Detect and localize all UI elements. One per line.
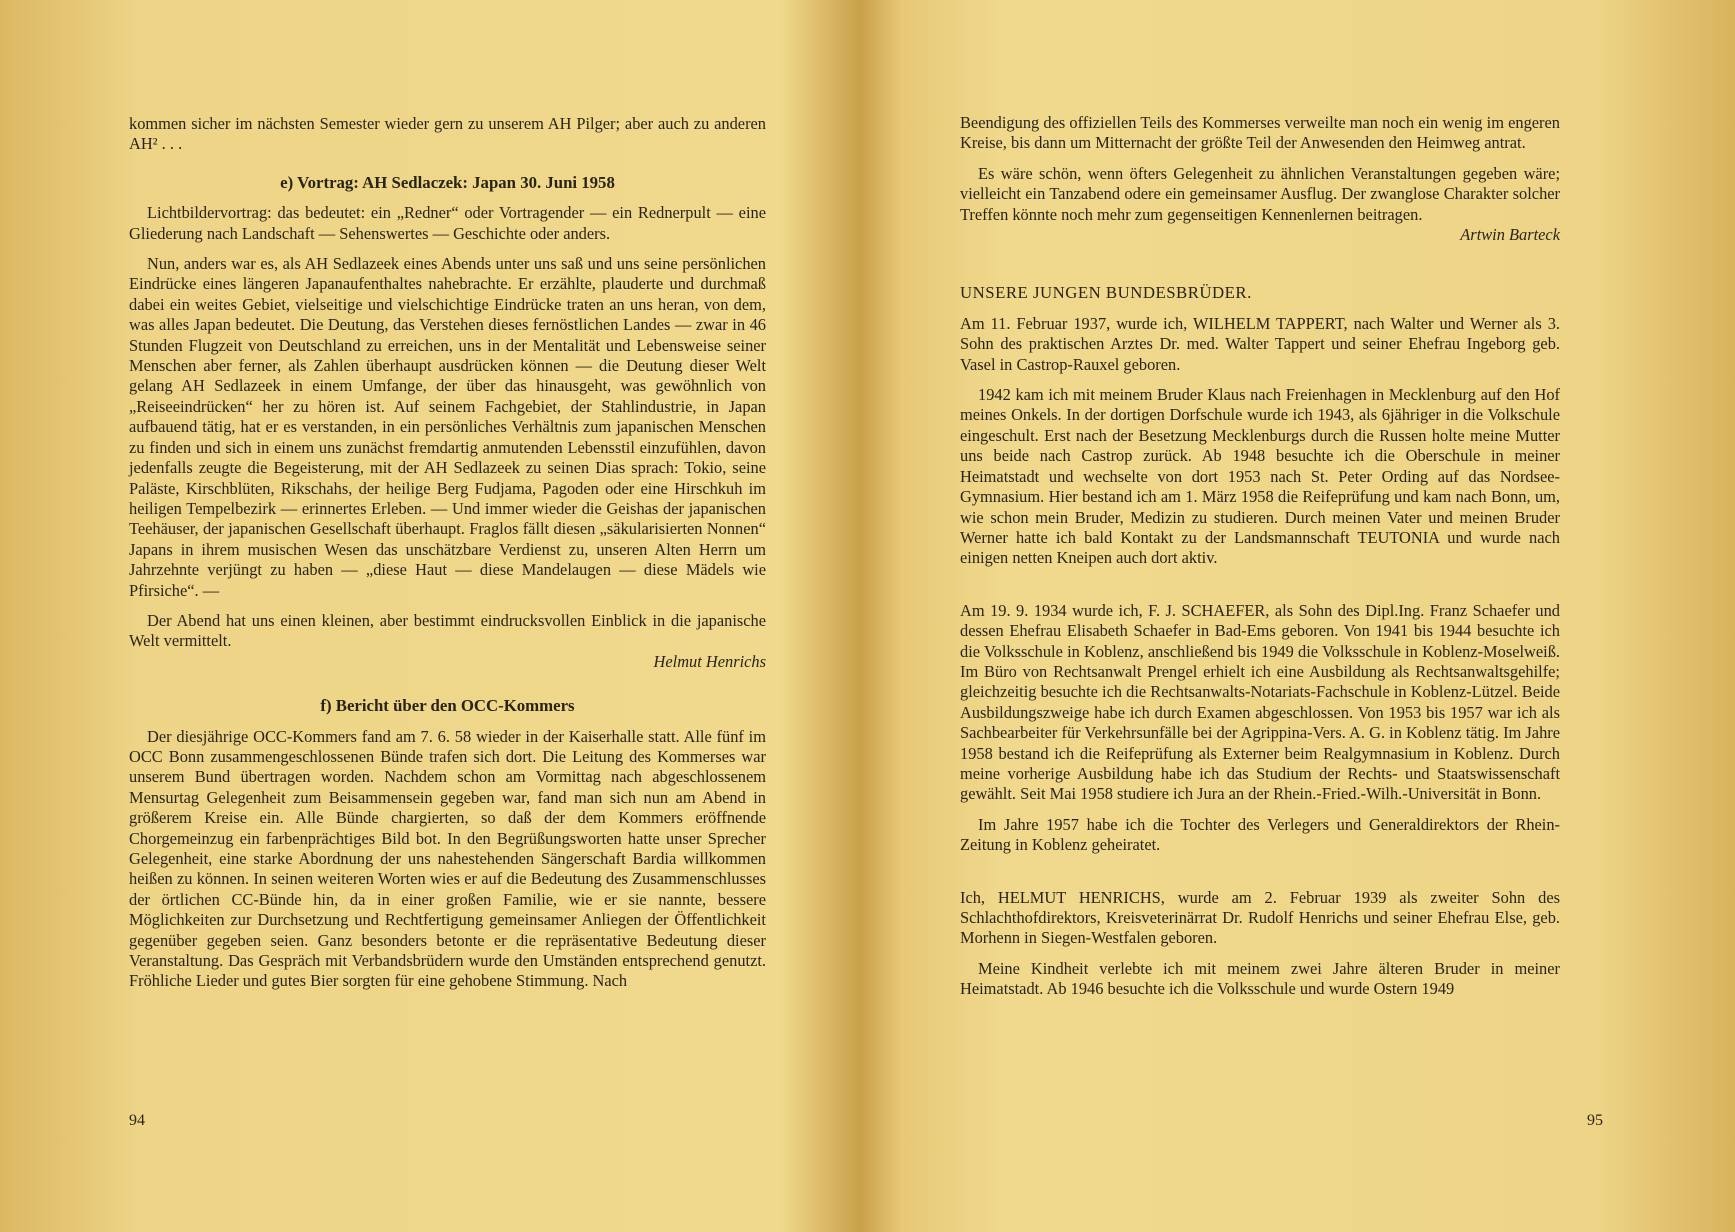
right-text-column (960, 113, 1560, 1010)
page-number-right: 95 (1587, 1112, 1603, 1129)
signature-helmut-henrichs: Helmut Henrichs (653, 651, 766, 671)
section-f-heading: f) Bericht über den OCC-Kommers (320, 696, 575, 716)
kommers-wish-paragraph: Es wäre schön, wenn öfters Gelegenheit zu ähnlichen Veranstaltungen gegeben wäre; vielleicht ein Tanzabend odere ein gemeinsamer Ausflug. Der zwanglose Charakter solcher Treffen könnte noch mehr zum gegenseitigen Kennenlernen beitragen. (960, 163, 1560, 224)
kommers-continuation: Beendigung des offiziellen Teils des Kommerses verweilte man noch ein wenig im engeren Kreise, bis dann um Mitternacht der größte Teil der Anwesenden den Heimweg antrat. (960, 113, 1560, 153)
junge-bundesbrueder-heading: UNSERE JUNGEN BUNDESBRÜDER. (960, 283, 1252, 303)
right-page (860, 0, 1735, 1232)
section-e-paragraph-1: Lichtbildervortrag: das bedeutet: ein „Redner“ oder Vortragender — ein Rednerpult — eine Gliederung nach Landschaft — Sehenswertes — Geschichte oder anders. (129, 203, 766, 243)
schaefer-paragraph-1: Am 19. 9. 1934 wurde ich, F. J. SCHAEFER, als Sohn des Dipl.Ing. Franz Schaefer und dessen Ehefrau Elisabeth Schaefer in Bad-Ems geboren. Von 1941 bis 1944 besuchte ich die Volksschule in Koblenz, anschließend bis 1949 die Volksschule in Koblenz-Moselweiß. Im Büro von Rechtsanwalt Prengel erhielt ich eine Ausbildung als Rechtsanwaltsgehilfe; gleichzeitig besuchte ich die Rechtsanwalts-Notariats-Fachschule in Koblenz-Lützel. Beide Ausbildungszweige habe ich durch Examen abgeschlossen. Von 1953 bis 1957 war ich als Sachbearbeiter für Verkehrsunfälle bei der Agrippina-Vers. A. G. in Koblenz tätig. Im Jahre 1958 bestand ich die Reifeprüfung als Externer beim Realgymnasium in Koblenz. Durch meine vorherige Ausbildung habe ich das Studium der Rechts- und Staatswissenschaft gewählt. Seit Mai 1958 studiere ich Jura an der Rhein.-Fried.-Wilh.-Universität in Bonn. (960, 600, 1560, 804)
section-e-paragraph-3: Der Abend hat uns einen kleinen, aber bestimmt eindrucksvollen Einblick in die japanische Welt vermittelt. (129, 610, 766, 651)
intro-paragraph: kommen sicher im nächsten Semester wieder gern zu unserem AH Pilger; aber auch zu anderen AH² . . . (129, 114, 766, 154)
left-page (0, 0, 860, 1232)
kommers-closing (960, 164, 1560, 246)
tappert-paragraph-1: Am 11. Februar 1937, wurde ich, WILHELM TAPPERT, nach Walter und Werner als 3. Sohn des praktischen Arztes Dr. med. Walter Tappert und seiner Ehefrau Ingeborg geb. Vasel in Castrop-Rauxel geboren. (960, 313, 1560, 374)
page-number-left: 94 (129, 1112, 145, 1129)
section-e-heading: e) Vortrag: AH Sedlaczek: Japan 30. Juni 1958 (280, 172, 615, 192)
spacer (960, 866, 1560, 888)
section-e-closing (129, 611, 766, 672)
section-e-paragraph-2: Nun, anders war es, als AH Sedlazeek eines Abends unter uns saß und uns seine persönlichen Eindrücke eines längeren Japanaufenthaltes nahebrachte. Er erzählte, plauderte und durchmaß dabei ein weites Gebiet, vielseitige und vielschichtige Eindrücke traten an uns heran, von dem, was alles Japan bedeutet. Die Deutung, das Verstehen dieses fernöstlichen Landes — zwar in 46 Stunden Flugzeit von Deutschland zu erreichen, uns in der Mentalität und Lebensweise seiner Menschen aber ferner, als Zahlen überhaupt ausdrücken können — die Deutung dieser Welt gelang AH Sedlazeek in einem Umfange, der über das hinausgeht, was gewöhnlich von „Reiseeindrücken“ her zu hören ist. Auf seinem Fachgebiet, der Stahlindustrie, in Japan aufbauend tätig, hat er es verstanden, in ein persönliches Verhältnis zum japanischen Menschen zu finden und sich in einem uns zunächst fremdartig anmutenden Lebensstil einzufühlen, davon jedenfalls zeugte die Begeisterung, mit der AH Sedlazeek zu seinen Dias sprach: Tokio, seine Paläste, Kirschblüten, Rikschahs, der heilige Berg Fudjama, Pagoden oder eine Hirschkuh im heiligen Tempelbezirk — erinnertes Erleben. — Und immer wieder die Geishas der japanischen Teehäuser, der japanischen Gesellschaft überhaupt. Fraglos fällt diesen „säkularisierten Nonnen“ Japans in ihrem musischen Wesen das unschätzbare Verdienst zu, unseren Alten Herrn um Jahrzehnte verjüngt zu haben — „diese Haut — diese Mandelaugen — diese Mädels wie Pfirsiche“. — (129, 254, 766, 600)
schaefer-paragraph-2: Im Jahre 1957 habe ich die Tochter des Verlegers und Generaldirektors der Rhein-Zeitung in Koblenz geheiratet. (960, 814, 1560, 855)
section-f-paragraph-1: Der diesjährige OCC-Kommers fand am 7. 6. 58 wieder in der Kaiserhalle statt. Alle fünf im OCC Bonn zusammengeschlossenen Bünde trafen sich dort. Die Leitung des Kommerses war unserem Bund übertragen worden. Nachdem schon am Vormittag nach abgeschlossenem Mensurtag Gelegenheit zum Beisammensein gegeben war, fand man sich nun am Abend in größerem Kreise ein. Alle Bünde chargierten, so daß der dem Kommers eröffnende Chorgemeinzug ein farbenprächtiges Bild bot. In den Begrüßungsworten hatte unser Sprecher Gelegenheit, eine starke Abordnung der uns nahestehenden Sängerschaft Bardia willkommen heißen zu können. In seinen weiteren Worten wies er auf die Bedeutung des Zusammenschlusses der örtlichen CC-Bünde hin, da in einer großen Familie, wie er sie nannte, bessere Möglichkeiten zur Durchsetzung und Rechtfertigung gemeinsamer Anliegen der Öffentlichkeit gegenüber gegeben seien. Ganz besonders betonte er die repräsentative Bedeutung dieser Veranstaltung. Das Gespräch mit Verbandsbrüdern wurde den Umständen entsprechend genutzt. Fröhliche Lieder und gutes Bier sorgten für eine gehobene Stimmung. Nach (129, 726, 766, 991)
henrichs-paragraph-1: Ich, HELMUT HENRICHS, wurde am 2. Februar 1939 als zweiter Sohn des Schlachthofdirektors, Kreisveterinärrat Dr. Rudolf Henrichs und seiner Ehefrau Else, geb. Morhenn in Siegen-Westfalen geboren. (960, 887, 1560, 948)
spacer (960, 579, 1560, 601)
signature-artwin-barteck: Artwin Barteck (1460, 225, 1560, 245)
tappert-paragraph-2: 1942 kam ich mit meinem Bruder Klaus nach Freienhagen in Mecklenburg auf den Hof meines Onkels. In der dortigen Dorfschule wurde ich 1943, als 6jähriger in die Volkschule eingeschult. Erst nach der Besetzung Mecklenburgs durch die Russen holte meine Mutter uns beide nach Castrop zurück. Ab 1948 besuchte ich die Oberschule in meiner Heimatstadt und wechselte von dort 1953 nach St. Peter Ording auf das Nordsee-Gymnasium. Hier bestand ich am 1. März 1958 die Reifeprüfung und kam nach Bonn, um, wie schon mein Bruder, Medizin zu studieren. Durch meinen Vater und meinen Bruder Werner hatte ich bald Kontakt zu der Landsmannschaft TEUTONIA und wurde nach einigen netten Kneipen auch dort aktiv. (960, 385, 1560, 568)
left-text-column (129, 114, 766, 1002)
henrichs-paragraph-2: Meine Kindheit verlebte ich mit meinem zwei Jahre älteren Bruder in meiner Heimatstadt. Ab 1946 besuchte ich die Volksschule und wurde Ostern 1949 (960, 958, 1560, 999)
